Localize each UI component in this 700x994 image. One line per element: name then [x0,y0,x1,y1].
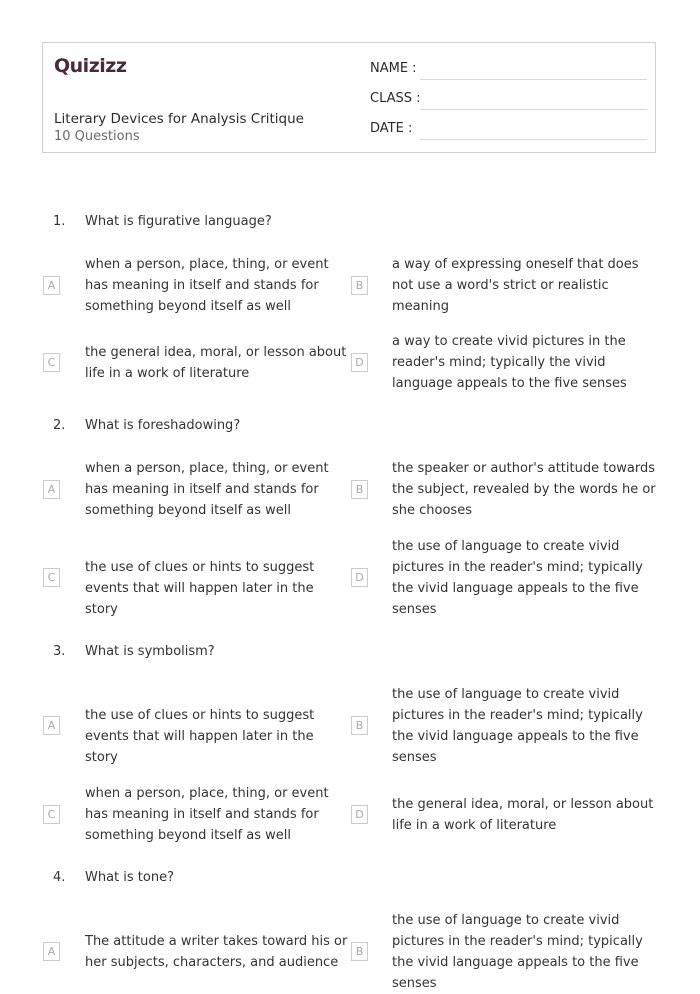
option-letter: A [43,716,60,735]
option-letter: D [351,353,368,372]
option-letter: B [351,480,368,499]
option-letter: A [43,276,60,295]
question-text: What is symbolism? [85,644,215,659]
option-text: the use of clues or hints to suggest events that will happen later in the story [85,560,315,617]
name-line [420,79,647,80]
class-label: CLASS : [370,91,421,106]
option-letter: C [43,353,60,372]
option-text: the speaker or author's attitude towards the subject, revealed by the words he or she chooses [392,461,656,518]
class-line [420,109,647,110]
option-text: the use of language to create vivid pictures in the reader's mind; typically the vivid language appeals to the five senses [392,913,643,991]
option-text: a way to create vivid pictures in the reader's mind; typically the vivid language appeals to the five senses [392,334,627,391]
question-number: 2. [53,418,66,433]
option-letter: A [43,942,60,961]
quizizz-logo: Quizizz [54,55,127,77]
worksheet-header [42,42,656,153]
option-text: The attitude a writer takes toward his or her subjects, characters, and audience [85,934,348,970]
option-text: the use of language to create vivid pictures in the reader's mind; typically the vivid language appeals to the five senses [392,539,643,617]
date-label: DATE : [370,121,413,136]
option-text: when a person, place, thing, or event has meaning in itself and stands for something beyond itself as well [85,786,329,843]
question-count: 10 Questions [54,129,140,144]
worksheet-title: Literary Devices for Analysis Critique [54,111,304,127]
name-label: NAME : [370,61,417,76]
option-text: when a person, place, thing, or event has meaning in itself and stands for something beyond itself as well [85,257,329,314]
option-letter: B [351,942,368,961]
option-letter: B [351,276,368,295]
option-letter: C [43,805,60,824]
option-text: the use of language to create vivid pictures in the reader's mind; typically the vivid language appeals to the five senses [392,687,643,765]
name-field[interactable] [370,61,647,81]
question-number: 3. [53,644,66,659]
option-text: when a person, place, thing, or event has meaning in itself and stands for something beyond itself as well [85,461,329,518]
option-text: the general idea, moral, or lesson about life in a work of literature [85,345,347,381]
question-number: 4. [53,870,66,885]
question-number: 1. [53,214,66,229]
option-letter: A [43,480,60,499]
question-text: What is tone? [85,870,174,885]
option-letter: B [351,716,368,735]
date-line [420,139,647,140]
question-text: What is figurative language? [85,214,272,229]
option-letter: D [351,805,368,824]
option-text: a way of expressing oneself that does not use a word's strict or realistic meaning [392,257,639,314]
question-text: What is foreshadowing? [85,418,241,433]
date-field[interactable] [370,121,647,141]
class-field[interactable] [370,91,647,111]
option-text: the general idea, moral, or lesson about life in a work of literature [392,797,654,833]
option-text: the use of clues or hints to suggest events that will happen later in the story [85,708,315,765]
option-letter: C [43,568,60,587]
option-letter: D [351,568,368,587]
